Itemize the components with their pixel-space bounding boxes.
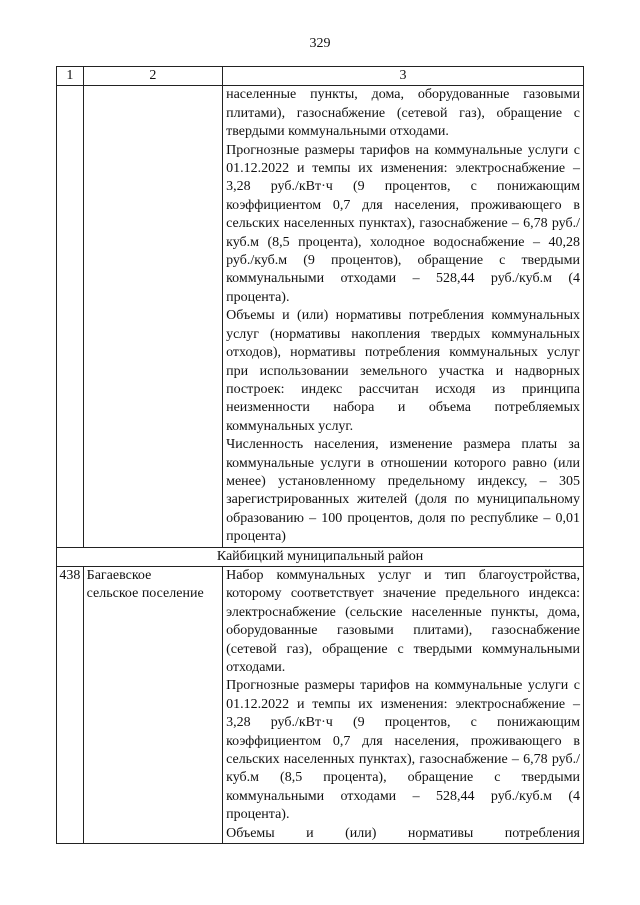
table-row-continued <box>57 86 584 547</box>
district-name: Кайбицкий муниципальный район <box>57 547 584 566</box>
table-header-row <box>57 67 584 86</box>
column-header-2: 2 <box>83 67 222 86</box>
district-row <box>57 547 584 566</box>
paragraph-tariffs: Прогнозные размеры тарифов на коммунальные услуги с 01.12.2022 и темпы их изменения: электроснабжение – 3,28 руб./кВт·ч (9 процентов, с понижающим коэффициентом 0,7 для населения, проживающего в сельских населенных пунктах), газоснабжение – 6,78 руб./куб.м (8,5 процента), холодное водоснабжение – 40,28 руб./куб.м (9 процентов), обращение с твердыми коммунальными отходами – 528,44 руб./куб.м (4 процента). <box>226 142 580 305</box>
page-number: 329 <box>309 36 331 51</box>
paragraph-types: Набор коммунальных услуг и тип благоустройства, которому соответствует значение предельного индекса: электроснабжение (сельские населенные пункты, дома, оборудованные газовыми плитами), газоснабжение (сетевой газ), обращение с твердыми коммунальными отходами. <box>226 567 580 675</box>
settlement-name-line-1: Багаевское <box>86 567 152 583</box>
paragraph-population: Численность населения, изменение размера платы за коммунальные услуги в отношении которого равно (или менее) установленному предельному индексу, – 305 зарегистрированных жителей (доля по муниципальному образованию – 100 процентов, доля по республике – 0,01 процента) <box>226 437 580 545</box>
paragraph-tariffs: Прогнозные размеры тарифов на коммунальные услуги с 01.12.2022 и темпы их изменения: электроснабжение – 3,28 руб./кВт·ч (9 процентов, с понижающим коэффициентом 0,7 для населения, проживающего в сельских населенных пунктах), газоснабжение – 6,78 руб./куб.м (8,5 процента), обращение с твердыми коммунальными отходами – 528,44 руб./куб.м (4 процента). <box>226 678 580 823</box>
column-header-3: 3 <box>223 67 584 86</box>
tariff-description <box>223 566 584 843</box>
paragraph-volumes: Объемы и (или) нормативы потребления коммунальных услуг (нормативы накопления твердых коммунальных отходов), нормативы потребления коммунальных услуг при использовании земельного участка и надворных построек: индекс рассчитан исходя из принципа неизменности набора и объема потребляемых коммунальных услуг. <box>226 308 580 434</box>
settlement-name <box>83 566 222 843</box>
column-header-1: 1 <box>57 67 84 86</box>
paragraph-types: населенные пункты, дома, оборудованные газовыми плитами), газоснабжение (сетевой газ), обращение с твердыми коммунальными отходами. <box>226 87 580 140</box>
paragraph-volumes: Объемы и (или) нормативы потребления <box>226 825 580 841</box>
tariff-description <box>223 86 584 547</box>
row-number: 438 <box>57 566 84 843</box>
table-row-438 <box>57 566 584 843</box>
tariff-table <box>56 66 584 844</box>
row-number <box>57 86 84 547</box>
settlement-name <box>83 86 222 547</box>
settlement-name-line-2: сельское поселение <box>86 586 204 602</box>
